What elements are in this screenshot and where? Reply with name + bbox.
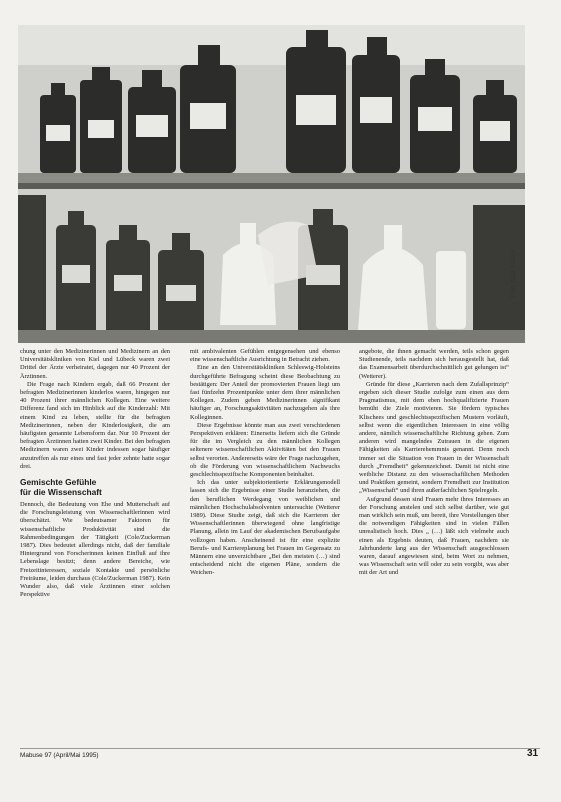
text-column-2 [190, 348, 340, 736]
paragraph: Gründe für diese „Karrieren nach dem Zufallsprinzip“ ergeben sich dieser Studie zufolge zum einen aus dem Pragmatismus, mit dem eben hochqualifizierte Frauen bemüht die Ziele motivieren. Sie fördern typisches Klischees und geschlechtsspezifischen Mustern vorläuft, selbst wenn die eigentlichen Interessen in eine völlig andere, nämlich wissenschaftliche Richtung gehen. Zum anderen wird mangelndes Zutrauen in die eigenen Fähigkeiten als Karrierehemmnis genannt. Denn noch immer sei die Situation von Frauen in der Wissenschaft durch „Fremdheit“ gekennzeichnet. Damit ist nicht eine weibliche Distanz zu den wissenschaftlichen Methoden und Praktiken gemeint, sondern Fremdheit zur Institution „Wissenschaft“ und ihren außerfachlichen Spielregeln. [359, 380, 509, 495]
paragraph: chung unter den Medizinerinnen und Medizinern an den Universitätskliniken von Kiel und Lübeck waren zwei Drittel der Ärzte verheiratet, dagegen nur 40 Prozent der Ärztinnen. [20, 348, 170, 380]
subheading-line-2: für die Wissenschaft [20, 487, 102, 498]
subheading-line-1: Gemischte Gefühle [20, 477, 97, 488]
photo-pharmacy-bottles [18, 25, 525, 343]
paragraph: Aufgrund dessen sind Frauen mehr ihres Interesses an der Forschung anstelen und sich selbst darüber, wie gut man wirklich sein muß, um bereit, ihre Vorstellungen über die notwendigen Fähigkeiten sind in vielen Fällen unrealistisch hoch. Dies „ (…) läßt sich vielmehr auch einen als Ergebnis deuten, daß Frauen, nachdem sie Jahrhunderte lang aus der Wissenschaft ausgeschlossen waren, darauf angewiesen sind, beim Wort zu nehmen, was Wissenschaft sein will oder zu sein vorgibt, was aber mit der Art und [359, 495, 509, 577]
section-subheading [20, 477, 170, 497]
paragraph: mit ambivalenten Gefühlen entgegensehen und ebenso eine wissenschaftliche Ausrichtung in Betracht ziehen. [190, 348, 340, 364]
page-number: 31 [527, 748, 539, 759]
footer-issue-info: Mabuse 97 (April/Mai 1995) [20, 752, 99, 759]
text-column-3 [359, 348, 509, 736]
paragraph: angebote, die ihnen gemacht werden, teils schon gegen Studienende, teils nachdem sich herausgestellt hat, daß das Examensarbeit überdurchschnittlich gut gelungen ist“ (Wetterer). [359, 348, 509, 380]
paragraph: Eine an den Universitätskliniken Schleswig-Holsteins durchgeführte Befragung scheint diese Beobachtung zu bestätigen: Der Anteil der promovierten Frauen liegt um fast fünfzehn Prozentpunkte unter dem ihrer männlichen Kollegen. Zudem geben Medizinerinnen signifikant häufiger an, Forschungsaktivitäten nachzugehen als ihre Kolleginnen. [190, 364, 340, 421]
text-column-1 [20, 348, 170, 736]
paragraph: Dennoch, die Bedeutung von Ehe und Mutterschaft auf die Forschungsleistung von Wissenschaftlerinnen wird überschätzt. Wie bedeutsamer Faktoren für wissenschaftliche Produktivität sind die Rahmenbedingungen der Tätigkeit (Cole/Zuckerman 1987). Dies bedeutet allerdings nicht, daß der familiale Hintergrund von Forscherinnen keinen Einfluß auf ihre Lebenslage besitzt; denn andere Bereiche, wie Freizeitinteressen, soziale Kontakte und persönliche Freiräume, leiden durchaus (Cole/Zuckerman 1987). Kein Wunder also, daß viele Ärztinnen einer solchen Perspektive [20, 501, 170, 599]
paragraph: Die Frage nach Kindern ergab, daß 66 Prozent der befragten Medizinerinnen kinderlos waren, hingegen nur 40 Prozent ihrer männlichen Kollegen. Eine weitere Differenz fand sich im Hinblick auf die Kinderzahl: Mit einem Kind zu leben, stellte für die befragten Medizinerinnen, neben der Kinderlosigkeit, die am häufigsten genannte Lebensform dar. Nur 10 Prozent der befragten Ärztinnen hatten zwei Kinder. Bei den befragten Medizinern waren zwei Kinder indessen sogar häufiger anzutreffen als nur eines und fast jeder zehnte hatte sogar drei. [20, 380, 170, 470]
paragraph: Ich das unter subjektorientierte Erklärungsmodell lassen sich die Ergebnisse einer Studie heranziehen, die den beruflichen Werdegang von weiblichen und männlichen Hochschulabsolventen untersuchte (Wetterer 1989). Diese Studie zeigt, daß sich die Karrieren der Wissenschaftlerinnen überwiegend ohne langfristige Planung, allein im Lauf der akademischen Berufsaufgabe vollzogen haben. Anscheinend ist für eine explizite Berufs- und Karriereplanung bei Frauen im Gegensatz zu Männern eine unverzichtbare „Bei den meisten (…) sind entscheidend nicht die eigenen Pläne, sondern die Weichen- [190, 479, 340, 577]
paragraph: Diese Ergebnisse könnte man aus zwei verschiedenen Perspektiven erklären: Einerseits liefern sich die Gründe für die im Vergleich zu den männlichen Kollegen seltenere wissenschaftlichen Aktivitäten bei den Frauen selbst verorten. Andererseits wäre der Frage nachzugehen, ob die Förderung von wissenschaftlichem Nachwuchs geschlechtsspezifische Komponenten beinhaltet. [190, 421, 340, 479]
bottles-illustration [18, 25, 525, 343]
photo-credit: Foto: Gisa Stumm [511, 249, 517, 298]
footer-rule [20, 748, 540, 749]
